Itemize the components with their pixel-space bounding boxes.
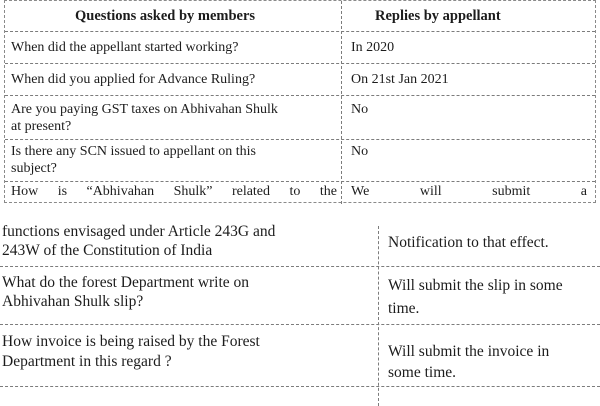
column-divider [378, 226, 379, 406]
reply-cell-line: Will submit the invoice in [388, 343, 550, 360]
questions-table-bottom [0, 212, 600, 406]
reply-cell-line: Will submit the slip in some [388, 277, 563, 294]
word: We [351, 184, 370, 199]
question-cell-line: Are you paying GST taxes on Abhivahan Shulk [11, 102, 278, 117]
row-divider [0, 386, 600, 387]
reply-cell: Notification to that effect. [388, 234, 549, 251]
reply-cell: No [351, 102, 369, 117]
reply-cell-line-justified [351, 183, 587, 200]
reply-cell-line: time. [388, 300, 420, 317]
reply-cell: No [351, 144, 369, 159]
word: “Abhivahan [86, 184, 155, 199]
word: related [231, 184, 271, 199]
question-cell-line: How invoice is being raised by the Forest [2, 333, 260, 350]
word: submit [492, 184, 531, 199]
question-cell-line: at present? [11, 119, 72, 134]
question-cell: When did the appellant started working? [11, 40, 239, 55]
question-cell-line: Abhivahan Shulk slip? [2, 293, 144, 310]
row-divider [5, 31, 595, 32]
question-cell-line: functions envisaged under Article 243G and [2, 223, 276, 240]
reply-cell: On 21st Jan 2021 [351, 72, 449, 87]
question-cell: When did you applied for Advance Ruling? [11, 72, 256, 87]
row-divider [5, 95, 595, 96]
reply-cell-line: some time. [388, 364, 457, 381]
question-cell-line: 243W of the Constitution of India [2, 242, 213, 259]
word: to [289, 184, 301, 199]
question-cell-line-justified [11, 183, 337, 200]
word: is [57, 184, 68, 199]
question-cell-line: Department in this regard ? [2, 353, 172, 370]
questions-table-top [4, 0, 596, 203]
row-divider [0, 324, 600, 325]
row-divider [5, 181, 595, 182]
word: How [11, 184, 39, 199]
column-header-replies: Replies by appellant [375, 8, 501, 24]
row-divider [5, 139, 595, 140]
row-divider [0, 266, 600, 267]
row-divider [5, 63, 595, 64]
word: Shulk” [173, 184, 213, 199]
word: a [580, 184, 587, 199]
word: will [419, 184, 442, 199]
reply-cell: In 2020 [351, 40, 395, 55]
question-cell-line: What do the forest Department write on [2, 274, 250, 291]
word: the [319, 184, 337, 199]
question-cell-line: subject? [11, 161, 57, 176]
question-cell-line: Is there any SCN issued to appellant on this [11, 144, 256, 159]
column-header-questions: Questions asked by members [75, 8, 256, 24]
